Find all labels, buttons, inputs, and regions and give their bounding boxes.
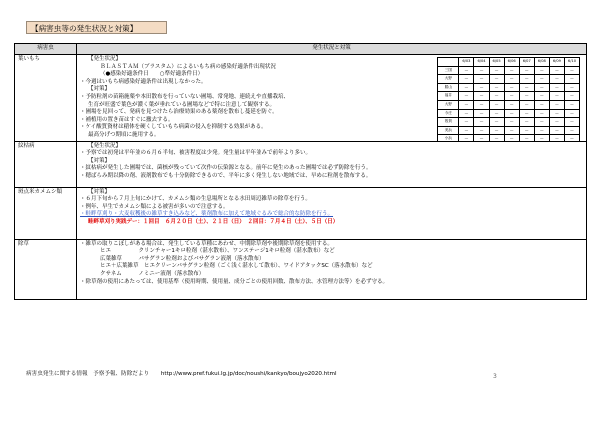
flag-value-cell: — <box>504 66 519 75</box>
text-line: ・今週はいもち病感染好適条件は出現しなかった。 <box>80 78 207 85</box>
flag-value-cell: — <box>564 83 579 92</box>
flag-value-cell: — <box>519 109 534 118</box>
flag-value-cell: — <box>489 66 504 75</box>
flag-value-cell: — <box>564 135 579 141</box>
flag-value-cell: — <box>489 135 504 141</box>
flag-value-cell: — <box>564 118 579 127</box>
flag-value-cell: — <box>459 118 474 127</box>
flag-region-cell: 福井 <box>438 92 459 101</box>
text-line: ・補植用の置き苗はすぐに撤去する。 <box>80 116 174 123</box>
flag-region-cell: 三国 <box>438 66 459 75</box>
pest-detail <box>77 55 587 142</box>
flag-region-cell: 勝山 <box>438 83 459 92</box>
flag-row <box>438 92 580 101</box>
text-line: 【対策】 <box>88 188 111 195</box>
text-line: ＢＬＡＳＴＡＭ（ブラスタム）によるいもち病の感染好適条件出現状況 <box>100 63 276 70</box>
flag-value-cell: — <box>459 135 474 141</box>
flag-value-cell: — <box>519 126 534 135</box>
footer-url-link[interactable]: http://www.pref.fukui.lg.jp/doc/noushi/kankyo/boujyo2020.html <box>160 371 337 377</box>
flag-value-cell: — <box>564 92 579 101</box>
flag-value-cell: — <box>534 126 549 135</box>
flag-value-cell: — <box>519 66 534 75</box>
text-line-highlight: 畦畔草刈り実践デー：１回目 ６月２０日（土）、２１日（日） ２回目：７月４日（土）、５日（日） <box>88 218 339 225</box>
flag-header-cell: 6/05 <box>489 58 504 67</box>
text-line: ・雑草の取りこぼしがある場合は、発生している草種にあわせ、中期除草剤や後期除草剤を使用する。 <box>80 240 333 247</box>
pest-status-table <box>14 43 587 300</box>
text-line: ・予察では初発は平年並の６月６半旬、被害程度は少発。発生量は平年並みで前年より多い。 <box>80 150 312 157</box>
flag-value-cell: — <box>549 83 564 92</box>
flag-value-cell: — <box>504 118 519 127</box>
flag-row <box>438 75 580 84</box>
flag-value-cell: — <box>504 75 519 84</box>
flag-value-cell: — <box>519 92 534 101</box>
flag-row <box>438 66 580 75</box>
table-row <box>15 55 587 142</box>
blastam-condition-table <box>437 57 580 141</box>
text-line <box>80 211 583 219</box>
flag-header-cell: 6/06 <box>504 58 519 67</box>
flag-value-cell: — <box>474 109 489 118</box>
flag-row <box>438 83 580 92</box>
flag-value-cell: — <box>459 83 474 92</box>
flag-region-cell: 小浜 <box>438 135 459 141</box>
flag-value-cell: — <box>564 100 579 109</box>
page-number: 3 <box>493 373 497 380</box>
table-row <box>15 141 587 187</box>
header-pest: 病害虫 <box>15 44 77 55</box>
flag-header-cell: 6/09 <box>549 58 564 67</box>
flag-value-cell: — <box>534 83 549 92</box>
flag-value-cell: — <box>474 118 489 127</box>
flag-header-row <box>438 58 580 67</box>
pest-name: 斑点米カメムシ類 <box>15 187 77 239</box>
table-header-row <box>15 44 587 55</box>
flag-row <box>438 118 580 127</box>
flag-region-cell: 今庄 <box>438 109 459 118</box>
flag-value-cell: — <box>504 92 519 101</box>
text-line: （●感染好適条件日 ○準好適条件日） <box>100 71 204 78</box>
flag-value-cell: — <box>534 109 549 118</box>
flag-value-cell: — <box>504 126 519 135</box>
flag-value-cell: — <box>549 126 564 135</box>
flag-value-cell: — <box>489 109 504 118</box>
flag-header-cell: 6/07 <box>519 58 534 67</box>
flag-value-cell: — <box>549 109 564 118</box>
flag-row <box>438 100 580 109</box>
text-line: ・例年、早生でカメムシ類による被害が多いので注意する。 <box>80 203 229 210</box>
table-row <box>15 239 587 299</box>
flag-value-cell: — <box>474 83 489 92</box>
flag-value-cell: — <box>564 109 579 118</box>
pest-name: 葉いもち <box>15 55 77 142</box>
flag-row <box>438 135 580 141</box>
flag-value-cell: — <box>504 135 519 141</box>
pest-name: 除草 <box>15 239 77 299</box>
text-line: ・ケイ酸質資材は稲体を硬くしていもち病菌の侵入を抑制する効果がある。 <box>80 124 267 131</box>
text-line: ・予防粒剤の苗箱施薬や本田散布を行っていない圃場、常発地、連続えや直播栽培、 <box>80 93 290 100</box>
flag-value-cell: — <box>549 135 564 141</box>
text-line: ヒエ＋広葉雑草 ヒエクリーンバサグラン粒剤（ごく浅く湛水して散布）、ワイドアタックSC（落水散布）など <box>100 263 373 270</box>
text-line: 【対策】 <box>88 86 111 93</box>
flag-value-cell: — <box>459 126 474 135</box>
footer-label: 病害虫発生に関する情報 予察予報、防除だより <box>26 371 150 377</box>
flag-value-cell: — <box>489 92 504 101</box>
flag-header-cell: 6/04 <box>474 58 489 67</box>
section-title: 【病害虫等の発生状況と対策】 <box>26 21 167 34</box>
flag-value-cell: — <box>474 75 489 84</box>
flag-value-cell: — <box>519 75 534 84</box>
text-line: 広葉雑草 バサグラン粒剤およびバサグラン液剤（落水散布） <box>100 255 265 262</box>
flag-value-cell: — <box>459 66 474 75</box>
flag-value-cell: — <box>504 100 519 109</box>
flag-header-cell: 6/10 <box>564 58 579 67</box>
table-row <box>15 187 587 239</box>
text-line: ・圃場を見回って、発病を見つけたら治療効果のある薬剤を散布し蔓延を防ぐ。 <box>80 109 278 116</box>
text-line: ・穂ばらみ期以降の剤、液剤散布でも十分防除できるので、平年に多く発生しない地域では、早めに粒剤を散布する。 <box>80 172 372 179</box>
flag-value-cell: — <box>474 100 489 109</box>
flag-value-cell: — <box>474 66 489 75</box>
text-line: 最高分げつ期頃に施用する。 <box>88 131 160 138</box>
flag-value-cell: — <box>504 83 519 92</box>
text-line: クサネム ノミニー液剤（落水散布） <box>100 270 205 277</box>
flag-value-cell: — <box>474 126 489 135</box>
flag-header-cell: 6/03 <box>459 58 474 67</box>
text-line: 生育が旺盛で葉色が濃く葉が垂れている圃場などで特に注意して観察する。 <box>88 101 276 108</box>
flag-value-cell: — <box>534 75 549 84</box>
flag-value-cell: — <box>474 92 489 101</box>
flag-value-cell: — <box>564 66 579 75</box>
flag-value-cell: — <box>459 75 474 84</box>
flag-value-cell: — <box>459 100 474 109</box>
flag-value-cell: — <box>519 135 534 141</box>
flag-value-cell: — <box>489 100 504 109</box>
header-status: 発生状況と対策 <box>77 44 587 55</box>
text-line: ヒエ クリンチャー1キロ粒剤（湛水散布）、ワンステージ1キロ粒剤（湛水散布）など <box>100 248 335 255</box>
flag-value-cell: — <box>534 135 549 141</box>
flag-value-cell: — <box>549 100 564 109</box>
pest-detail <box>77 141 587 187</box>
flag-header-cell <box>438 58 459 67</box>
flag-value-cell: — <box>549 75 564 84</box>
text-line: ・除草剤の使用にあたっては、使用基準（使用時期、使用量、成分ごとの使用回数、散布方法、水管理方法等）を必ず守る。 <box>80 278 389 285</box>
flag-value-cell: — <box>534 100 549 109</box>
flag-value-cell: — <box>564 75 579 84</box>
text-line: 【発生状況】 <box>88 142 122 149</box>
flag-value-cell: — <box>549 66 564 75</box>
flag-row <box>438 109 580 118</box>
text-line: ・６月下旬から７月上旬にかけて、カメムシ類の生息場所となる水田周辺雑草の除草を行う。 <box>80 196 311 203</box>
flag-value-cell: — <box>564 126 579 135</box>
flag-value-cell: — <box>489 118 504 127</box>
flag-value-cell: — <box>519 83 534 92</box>
flag-region-cell: 敦賀 <box>438 118 459 127</box>
flag-value-cell: — <box>534 92 549 101</box>
flag-value-cell: — <box>489 75 504 84</box>
pest-name: 紋枯病 <box>15 141 77 187</box>
flag-value-cell: — <box>519 118 534 127</box>
flag-value-cell: — <box>519 100 534 109</box>
flag-region-cell: 大野 <box>438 100 459 109</box>
flag-value-cell: — <box>549 118 564 127</box>
text-line: ・紋枯病が発生した圃場では、菌核が残っていて次作の伝染源となる。前年に発生のあった圃場では必ず防除を行う。 <box>80 165 372 172</box>
pest-detail <box>77 187 587 239</box>
flag-value-cell: — <box>459 109 474 118</box>
flag-row <box>438 126 580 135</box>
flag-header-cell: 6/08 <box>534 58 549 67</box>
flag-value-cell: — <box>459 92 474 101</box>
flag-value-cell: — <box>534 66 549 75</box>
flag-value-cell: — <box>474 135 489 141</box>
footer <box>26 369 337 377</box>
flag-value-cell: — <box>534 118 549 127</box>
flag-value-cell: — <box>489 83 504 92</box>
flag-value-cell: — <box>504 109 519 118</box>
flag-value-cell: — <box>489 126 504 135</box>
flag-region-cell: 大野 <box>438 75 459 84</box>
text-line: 【対策】 <box>88 157 111 164</box>
text-line: 【発生状況】 <box>88 56 122 62</box>
pest-detail <box>77 239 587 299</box>
linked-text[interactable]: ・畦畔草刈り・大麦収穫後の雑草すき込みなど、薬剤散布に加えて地域ぐるみで総合的な防除を行う。 <box>80 211 334 218</box>
flag-region-cell: 美浜 <box>438 126 459 135</box>
flag-value-cell: — <box>549 92 564 101</box>
